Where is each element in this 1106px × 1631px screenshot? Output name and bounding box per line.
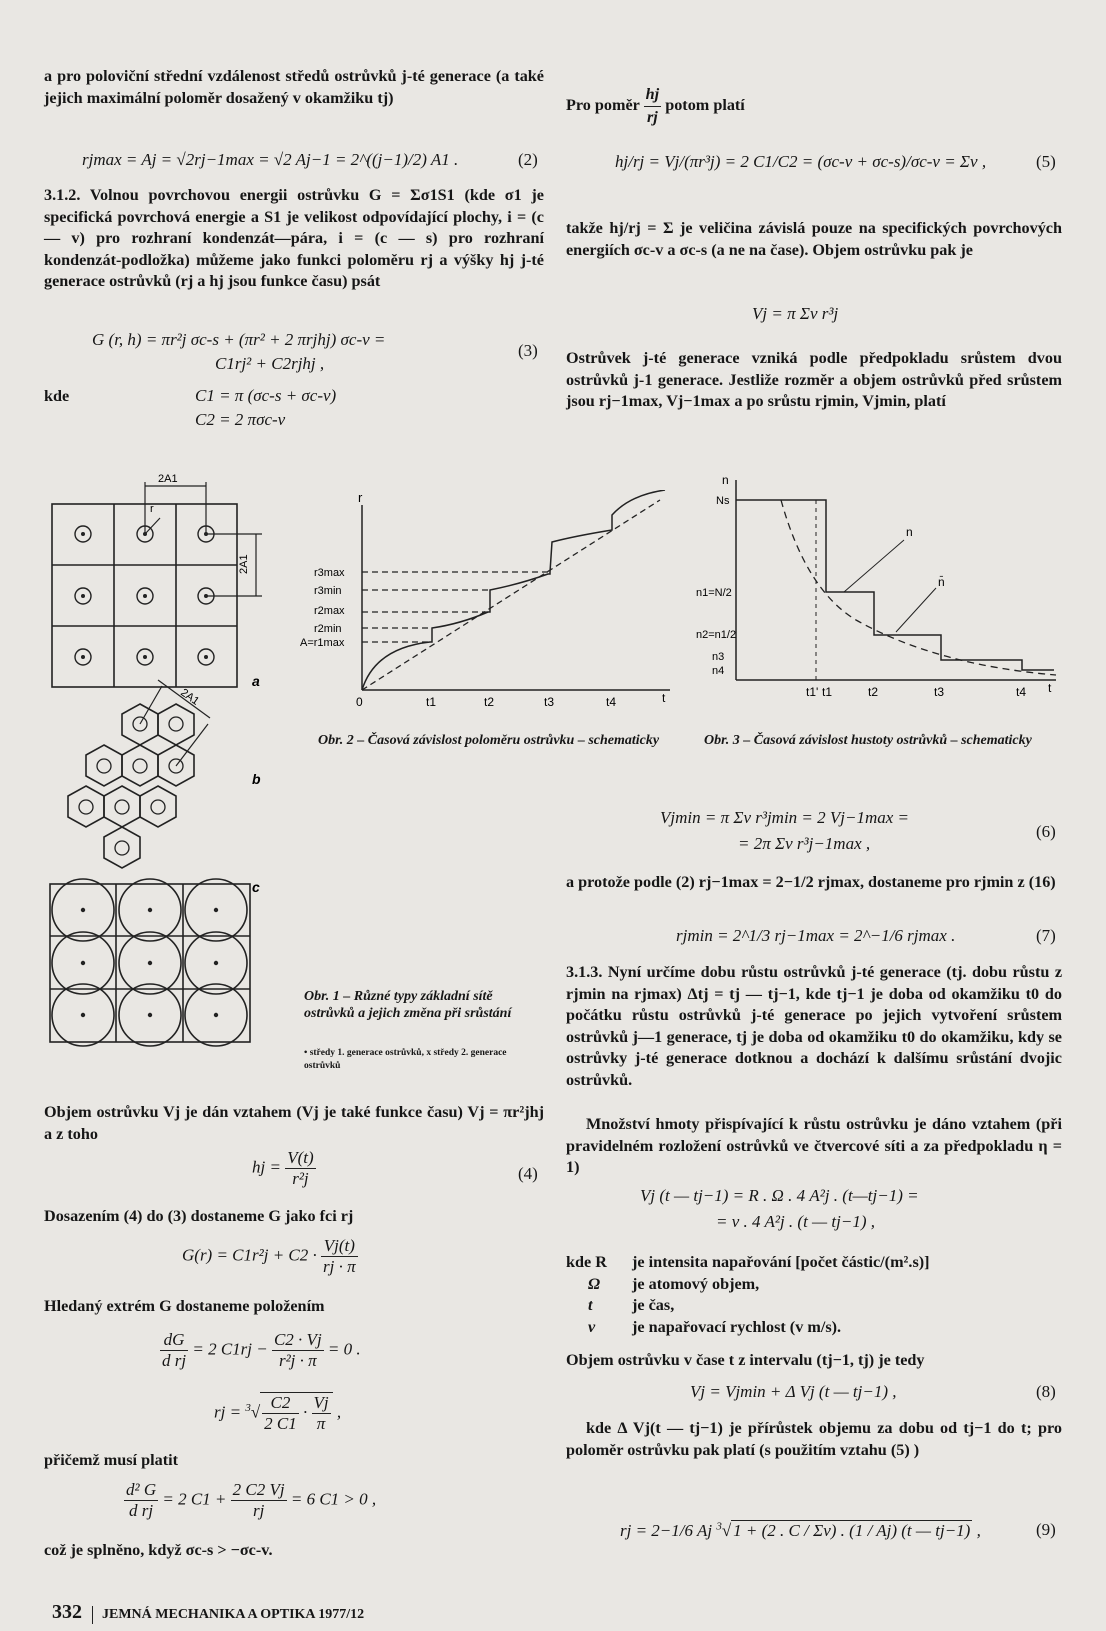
eq-r-num2: Vj bbox=[313, 1393, 329, 1412]
equation-number-6: (6) bbox=[1036, 822, 1056, 841]
label-kde: kde bbox=[44, 387, 70, 405]
eq-dd-den2: rj bbox=[252, 1501, 265, 1520]
figure-1-legend: • středy 1. generace ostrůvků, x středy 2. generace ostrůvků bbox=[304, 1048, 507, 1071]
equation-8: Vj = Vjmin + Δ Vj (t — tj−1) , bbox=[690, 1382, 897, 1401]
paragraph-extrem: Hledaný extrém G dostaneme položením bbox=[44, 1297, 325, 1315]
paragraph-takze: takže hj/rj = Σ je veličina závislá pouze na specifických povrchových energiích σc-v a σc-s (a ne na čase). Objem ostrůvku pak je bbox=[566, 219, 1062, 259]
definition-row bbox=[566, 1274, 1062, 1296]
paragraph-objem: Objem ostrůvku Vj je dán vztahem (Vj je také funkce času) Vj = πr²jhj a z toho bbox=[44, 1103, 544, 1143]
definition-row bbox=[566, 1317, 1062, 1339]
equation-6-line1: Vjmin = π Σv r³jmin = 2 Vj−1max = bbox=[660, 808, 910, 827]
eq-r-den2: π bbox=[316, 1414, 326, 1433]
paragraph-protoze: a protože podle (2) rj−1max = 2−1/2 rjmax, dostaneme pro rjmin z (16) bbox=[566, 873, 1056, 891]
fig2-xlabel-5: t bbox=[662, 691, 666, 705]
eq-g-lhs: G(r) = C1r²j + C2 · bbox=[182, 1245, 317, 1265]
paragraph-objem-t: Objem ostrůvku v čase t z intervalu (tj−1, tj) je tedy bbox=[566, 1351, 925, 1369]
equation-number-8: (8) bbox=[1036, 1382, 1056, 1401]
fig1-label-r: r bbox=[150, 503, 154, 515]
paragraph-pomer bbox=[566, 84, 745, 128]
fig3-xlabel-0: t1' bbox=[806, 685, 819, 699]
page-number: 332 bbox=[52, 1601, 82, 1623]
equation-3-line2: C1rj² + C2rjhj , bbox=[215, 354, 325, 373]
paragraph-kde-delta: kde Δ Vj(t — tj−1) je přírůstek objemu za dobu od tj−1 do t; pro poloměr ostrůvku pak platí (s použitím vztahu (5) ) bbox=[566, 1419, 1062, 1459]
equation-5: hj/rj = Vj/(πr³j) = 2 C1/C2 = (σc-v + σc-s)/σc-v = Σv , bbox=[615, 152, 987, 171]
pomer-text-b: potom platí bbox=[665, 95, 745, 114]
eq-dd-den: d rj bbox=[129, 1501, 154, 1520]
fig2-ylabel-2: r2max bbox=[314, 605, 345, 617]
fig3-xlabel-1: t1 bbox=[822, 685, 833, 699]
eq-d-mid: = 2 C1rj − bbox=[192, 1339, 268, 1359]
eq4-den: r²j bbox=[292, 1169, 309, 1188]
eq-r-num1: C2 bbox=[262, 1393, 299, 1414]
pomer-text-a: Pro poměr bbox=[566, 95, 640, 114]
figure-2-caption: Obr. 2 – Časová závislost poloměru ostrůvku – schematicky bbox=[318, 733, 660, 748]
fig3-xlabel-3: t3 bbox=[934, 685, 945, 699]
paragraph-splneno: což je splněno, když σc-s > −σc-v. bbox=[44, 1541, 273, 1559]
fig2-axis-ylabel: r bbox=[358, 490, 363, 505]
eq-d-den: d rj bbox=[162, 1351, 187, 1370]
equation-number-2: (2) bbox=[518, 150, 538, 169]
fig3-ylabel-0: Ns bbox=[716, 495, 730, 507]
eq-r-den1: 2 C1 bbox=[264, 1414, 297, 1433]
equation-6-line2: = 2π Σv r³j−1max , bbox=[738, 834, 871, 853]
fig3-ylabel-2: n2=n1/2 bbox=[696, 629, 737, 641]
equation-3-line1: G (r, h) = πr²j σc-s + (πr² + 2 πrjhj) σc-v = bbox=[92, 330, 386, 349]
fig1-label-hex: 2A1 bbox=[178, 686, 202, 708]
paragraph-mnozstvi: Množství hmoty přispívající k růstu ostrůvku je dáno vztahem (při pravidelném rozložení ostrůvků ve čtvercové síti a za předpokladu η = 1) bbox=[566, 1115, 1062, 1177]
equation-r: rj = $^3$√ $\frac{C2}{2 C1}$ · $\frac{Vj}{\pi}$ , bbox=[214, 1393, 342, 1433]
eq9-lhs: rj = 2−1/6 Aj bbox=[620, 1521, 713, 1540]
fig3-ylabel-4: n4 bbox=[712, 665, 725, 677]
equation-7: rjmin = 2^1/3 rj−1max = 2^−1/6 rjmax . bbox=[676, 926, 956, 945]
definition-list bbox=[566, 1252, 1062, 1338]
eq-d-end: = 0 . bbox=[327, 1339, 361, 1359]
equation-mass-2: = v . 4 A²j . (t — tj−1) , bbox=[716, 1212, 875, 1231]
fig1-label-b: b bbox=[252, 771, 261, 787]
pomer-num: hj bbox=[644, 84, 662, 107]
paragraph-3-1-3: 3.1.3. Nyní určíme dobu růstu ostrůvků j-té generace (tj. dobu růstu z rjmin na rjmax) Δtj = tj — tj−1, kde tj−1 je doba od okamžiku t0 do počátku růstu ostrůvků j-té generace po jejich vytvoření srůstem ostrůvků j—1 generace, tj je doba od okamžiku t0 do okamžiku, kdy se ostrůvky j-té generace dotknou a dochází k dalšímu srůstání dvojic ostrůvků. bbox=[566, 963, 1062, 1089]
equation-4 bbox=[252, 1148, 316, 1189]
fig3-axis-ylabel: n bbox=[722, 473, 729, 487]
eq-dd-num: d² G bbox=[126, 1480, 157, 1499]
equation-number-9: (9) bbox=[1036, 1520, 1056, 1539]
eq-dd-end: = 6 C1 > 0 , bbox=[290, 1489, 377, 1509]
def-text: je napařovací rychlost (v m/s). bbox=[632, 1317, 842, 1336]
paragraph-ostruvek: Ostrůvek j-té generace vzniká podle předpokladu srůstem dvou ostrůvků j-1 generace. Jestliže rozměr a objem ostrůvků před srůstem jsou rj−1max, Vj−1max a po srůstu rjmin, Vjmin, platí bbox=[566, 349, 1062, 411]
definition-row bbox=[566, 1252, 1062, 1274]
fig1-label-side: 2A1 bbox=[238, 554, 250, 574]
definition-row bbox=[566, 1295, 1062, 1317]
pomer-den: rj bbox=[646, 107, 658, 126]
equation-number-5: (5) bbox=[1036, 152, 1056, 171]
def-symbol: Ω bbox=[588, 1274, 601, 1293]
page-footer bbox=[52, 1601, 364, 1624]
eq-dd-mid: = 2 C1 + bbox=[162, 1489, 227, 1509]
equation-2: rjmax = Aj = √2rj−1max = √2 Aj−1 = 2^((j−1)/2) A1 . bbox=[82, 150, 459, 169]
equation-number-7: (7) bbox=[1036, 926, 1056, 945]
equation-9: rj = 2−1/6 Aj $^3$√ 1 + (2 . C / Σv) . (1 / Aj) (t — tj−1) , bbox=[620, 1520, 981, 1540]
equation-c2: C2 = 2 πσc-v bbox=[195, 410, 286, 429]
fig1-label-top: 2A1 bbox=[158, 474, 178, 485]
journal-name: JEMNÁ MECHANIKA A OPTIKA 1977/12 bbox=[102, 1607, 365, 1622]
fig2-ylabel-0: r3max bbox=[314, 567, 345, 579]
fig3-curve-nbar: n̄ bbox=[938, 575, 945, 589]
eq-g-num: Vj(t) bbox=[321, 1236, 358, 1257]
fig3-xlabel-4: t4 bbox=[1016, 685, 1027, 699]
paragraph-pricemz: přičemž musí platit bbox=[44, 1451, 178, 1469]
equation-number-3: (3) bbox=[518, 341, 538, 360]
equation-mass-1: Vj (t — tj−1) = R . Ω . 4 A²j . (t—tj−1) = bbox=[640, 1186, 919, 1205]
def-text: je čas, bbox=[632, 1296, 675, 1315]
def-text: je intensita napařování [počet částic/(m².s)] bbox=[632, 1253, 930, 1271]
fig2-xlabel-0: 0 bbox=[356, 695, 363, 709]
figure-3-caption: Obr. 3 – Časová závislost hustoty ostrůvků – schematicky bbox=[704, 733, 1032, 748]
eq4-lhs: hj = bbox=[252, 1157, 281, 1177]
fig2-xlabel-1: t1 bbox=[426, 695, 437, 709]
eq-d-num2: C2 · Vj bbox=[273, 1330, 322, 1349]
fig3-xlabel-5: t bbox=[1048, 681, 1052, 695]
equation-g bbox=[182, 1236, 358, 1277]
equation-second-derivative bbox=[124, 1480, 376, 1521]
fig1-label-c: c bbox=[252, 879, 260, 895]
fig3-xlabel-2: t2 bbox=[868, 685, 879, 699]
fig3-curve-n: n bbox=[906, 525, 913, 539]
eq-d-num: dG bbox=[160, 1330, 188, 1351]
paragraph-intro: a pro poloviční střední vzdálenost středů ostrůvků j-té generace (a také jejich maximální poloměr dosažený v okamžiku tj) bbox=[44, 67, 544, 107]
figure-1-caption: Obr. 1 – Různé typy základní sítě ostrůvků a jejich změna při srůstání bbox=[304, 989, 512, 1021]
def-symbol: t bbox=[588, 1296, 593, 1315]
equation-derivative bbox=[160, 1330, 361, 1371]
def-symbol: kde R bbox=[566, 1253, 607, 1271]
eq9-index: 3 bbox=[716, 1520, 722, 1533]
figure-3-chart bbox=[696, 470, 1066, 710]
eq-d-den2: r²j · π bbox=[278, 1351, 317, 1370]
footer-divider bbox=[92, 1606, 93, 1624]
eq-r-lhs: rj = bbox=[214, 1402, 242, 1422]
equation-number-4: (4) bbox=[518, 1164, 538, 1183]
fig2-xlabel-3: t3 bbox=[544, 695, 555, 709]
eq4-num: V(t) bbox=[287, 1148, 314, 1167]
fig2-xlabel-4: t4 bbox=[606, 695, 617, 709]
fig1-label-a: a bbox=[252, 673, 260, 689]
def-symbol: v bbox=[588, 1317, 596, 1336]
def-text: je atomový objem, bbox=[632, 1274, 760, 1293]
eq-g-den: rj · π bbox=[323, 1257, 356, 1276]
equation-volume: Vj = π Σv r³j bbox=[752, 304, 839, 323]
fig2-ylabel-1: r3min bbox=[314, 585, 342, 597]
eq-r-index: 3 bbox=[245, 1401, 251, 1414]
fig3-ylabel-1: n1=N/2 bbox=[696, 587, 732, 599]
eq-dd-num2: 2 C2 Vj bbox=[232, 1480, 285, 1499]
fig2-xlabel-2: t2 bbox=[484, 695, 495, 709]
eq9-body: 1 + (2 . C / Σv) . (1 / Aj) (t — tj−1) bbox=[733, 1521, 971, 1540]
figure-1-diagram bbox=[40, 474, 330, 1054]
figure-2-chart bbox=[300, 490, 680, 720]
paragraph-3-1-2: 3.1.2. Volnou povrchovou energii ostrůvku G = Σσ1S1 (kde σ1 je specifická povrchová energie a S1 je velikost odpovídající plochy, i = (c — v) pro rozhraní kondenzát—pára, i = (c — s) pro rozhraní kondenzát-podložka) můžeme jako funkci poloměru rj a výšky hj j-té generace ostrůvků (rj a hj jsou funkce času) psát bbox=[44, 186, 544, 291]
paragraph-dosazeni: Dosazením (4) do (3) dostaneme G jako fci rj bbox=[44, 1207, 354, 1225]
equation-c1: C1 = π (σc-s + σc-v) bbox=[195, 386, 337, 405]
fig3-ylabel-3: n3 bbox=[712, 651, 725, 663]
fig2-ylabel-4: A=r1max bbox=[300, 637, 345, 649]
fig2-ylabel-3: r2min bbox=[314, 623, 342, 635]
